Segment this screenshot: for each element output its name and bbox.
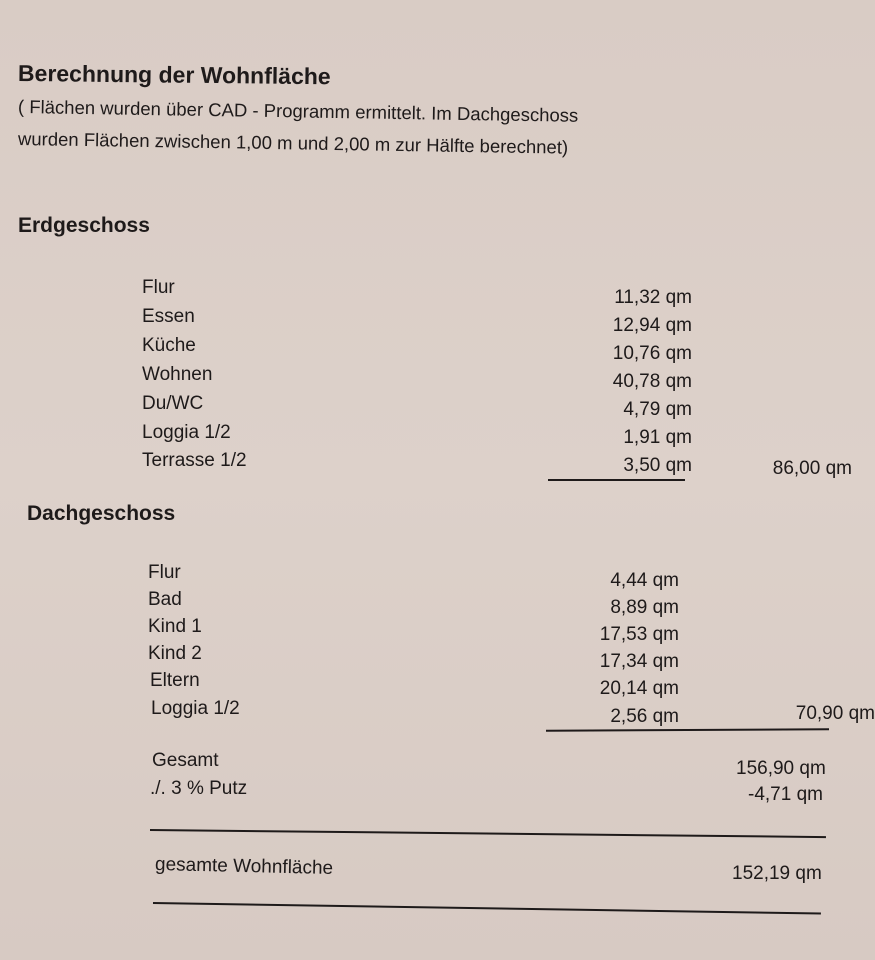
room-row <box>142 450 852 479</box>
room-area: 10,76 qm <box>612 343 692 364</box>
room-name: Du/WC <box>142 393 204 414</box>
room-name: Wohnen <box>142 364 213 385</box>
section-heading-erdgeschoss: Erdgeschoss <box>18 214 150 237</box>
room-name: Eltern <box>150 670 200 691</box>
erdgeschoss-subtotal: 86,00 qm <box>772 458 852 479</box>
room-name: Kind 1 <box>148 616 202 637</box>
room-area: 11,32 qm <box>614 287 692 308</box>
subtotal-rule <box>546 728 829 731</box>
room-row <box>148 643 848 671</box>
room-area: 3,50 qm <box>623 455 692 476</box>
room-name: Essen <box>142 306 195 327</box>
room-area: 1,91 qm <box>623 427 692 448</box>
room-name: Loggia 1/2 <box>142 422 231 443</box>
room-name: Terrasse 1/2 <box>142 450 247 471</box>
calculation-note-line-2: wurden Flächen zwischen 1,00 m und 2,00 m zur Hälfte berechnet) <box>17 128 569 158</box>
room-name: Flur <box>142 277 175 298</box>
room-area: 20,14 qm <box>599 678 679 699</box>
room-name: Flur <box>148 562 181 583</box>
total-rule <box>150 829 826 838</box>
room-row <box>148 589 848 617</box>
room-area: 2,56 qm <box>610 706 679 727</box>
room-area: 8,89 qm <box>610 597 679 618</box>
room-name: Küche <box>142 335 196 356</box>
room-area: 17,34 qm <box>599 651 679 672</box>
document-title: Berechnung der Wohnfläche <box>17 60 331 90</box>
wohnflaeche-label: gesamte Wohnfläche <box>154 854 334 880</box>
room-row <box>142 364 842 392</box>
room-area: 4,79 qm <box>623 399 692 420</box>
dachgeschoss-subtotal: 70,90 qm <box>795 703 875 724</box>
room-row <box>142 422 842 450</box>
room-row <box>151 698 875 727</box>
room-name: Bad <box>148 589 182 610</box>
subtotal-rule <box>548 479 685 481</box>
gesamt-label: Gesamt <box>152 750 219 771</box>
putz-deduction-value: -4,71 qm <box>748 784 823 805</box>
room-area: 12,94 qm <box>612 315 692 336</box>
putz-deduction-label: ./. 3 % Putz <box>150 778 248 799</box>
room-name: Loggia 1/2 <box>151 698 240 719</box>
room-row <box>148 562 848 590</box>
room-name: Kind 2 <box>148 643 202 664</box>
calculation-note-line-1: ( Flächen wurden über CAD - Programm ermittelt. Im Dachgeschoss <box>17 96 579 126</box>
room-row <box>142 393 842 421</box>
room-row <box>142 277 842 308</box>
room-row <box>150 670 850 698</box>
room-area: 40,78 qm <box>612 371 692 392</box>
room-area: 17,53 qm <box>599 624 679 645</box>
section-heading-dachgeschoss: Dachgeschoss <box>27 502 176 525</box>
room-area: 4,44 qm <box>610 570 679 591</box>
room-row <box>142 335 842 363</box>
wohnflaeche-value: 152,19 qm <box>732 863 822 884</box>
room-row <box>148 616 848 644</box>
final-total-rule <box>153 902 821 914</box>
gesamt-value: 156,90 qm <box>736 758 826 779</box>
room-row <box>142 306 842 334</box>
